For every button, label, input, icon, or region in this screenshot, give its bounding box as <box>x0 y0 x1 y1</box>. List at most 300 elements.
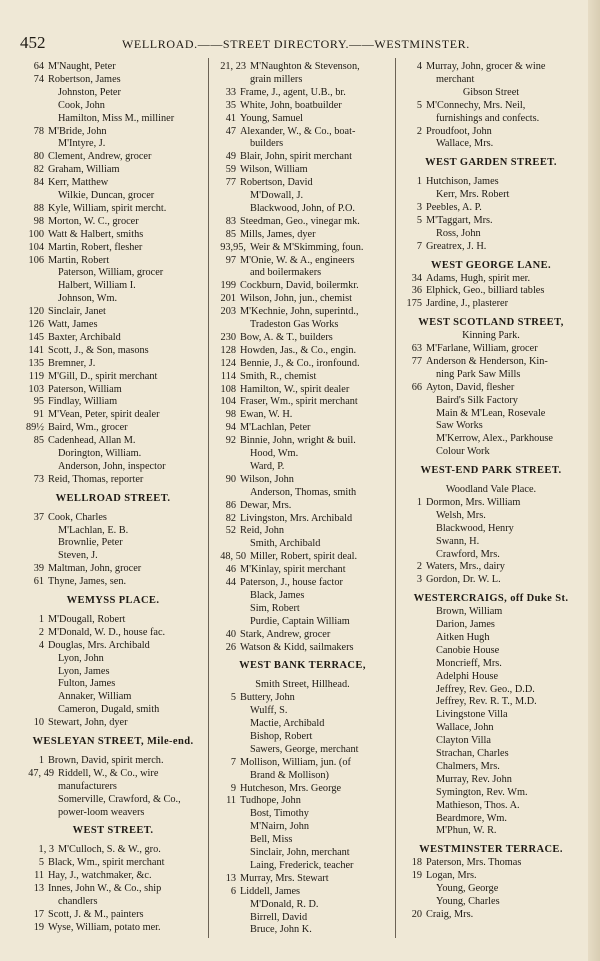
entry-text: Gordon, Dr. W. L. <box>426 574 501 586</box>
directory-entry <box>20 434 206 447</box>
house-number: 11 <box>226 795 236 807</box>
directory-entry <box>212 756 393 769</box>
directory-entry <box>20 125 206 138</box>
directory-entry <box>398 381 584 394</box>
directory-entry <box>212 460 393 473</box>
house-number: 5 <box>416 99 422 111</box>
directory-entry <box>398 721 584 734</box>
entry-text: Hamilton, W., spirit dealer <box>240 383 350 395</box>
directory-entry <box>20 754 206 767</box>
directory-entry <box>20 228 206 241</box>
directory-entry <box>212 266 393 279</box>
entry-text: Stark, Andrew, grocer <box>240 628 331 640</box>
directory-entry <box>20 767 206 780</box>
directory-entry <box>20 856 206 869</box>
house-number: 33 <box>225 86 236 98</box>
entry-text: Cook, Charles <box>48 511 107 523</box>
street-name: WEMYSS PLACE. <box>66 595 160 606</box>
entry-text: M'Naught, Peter <box>48 61 116 72</box>
house-number: 1 <box>416 176 422 188</box>
directory-entry <box>212 357 393 370</box>
directory-entry <box>20 613 206 626</box>
directory-entry <box>20 524 206 537</box>
directory-entry <box>20 921 206 934</box>
entry-text: M'Vean, Peter, spirit dealer <box>48 409 160 421</box>
street-name: WEST SCOTLAND STREET, <box>418 317 564 329</box>
entry-text: Annaker, William <box>58 691 132 703</box>
directory-entry <box>212 99 393 112</box>
entry-text: Alexander, W., & Co., boat- <box>240 125 356 137</box>
section-heading <box>398 316 584 329</box>
entry-text: Hutcheson, Mrs. George <box>240 782 342 794</box>
directory-entry <box>212 717 393 730</box>
directory-entry <box>212 782 393 795</box>
entry-text: M'Connechy, Mrs. Neil, <box>426 99 526 111</box>
house-number: 5 <box>416 214 422 226</box>
section-heading <box>212 659 393 672</box>
entry-text: M'Farlane, William, grocer <box>426 343 538 354</box>
entry-text: Dewar, Mrs. <box>240 499 292 511</box>
entry-text: Black, Wm., spirit merchant <box>48 857 165 869</box>
entry-text: Craig, Mrs. <box>426 908 474 920</box>
entry-text: Watson & Kidd, sailmakers <box>240 641 354 653</box>
directory-entry <box>212 279 393 292</box>
entry-text: Canobie House <box>436 644 500 656</box>
entry-text: Halbert, William I. <box>58 280 136 292</box>
directory-entry <box>398 188 584 201</box>
directory-entry <box>20 895 206 908</box>
entry-text: Mills, James, dyer <box>240 228 316 240</box>
house-number: 91 <box>33 409 44 421</box>
house-number: 66 <box>411 381 422 393</box>
house-number: 201 <box>220 293 236 305</box>
directory-entry <box>212 137 393 150</box>
entry-text: Lyon, John <box>58 652 104 664</box>
house-number: 73 <box>33 473 44 485</box>
entry-text: Fulton, James <box>58 678 116 690</box>
entry-text: Bell, Miss <box>250 834 293 846</box>
street-name: WEST GEORGE LANE. <box>430 259 552 271</box>
entry-text: Sinclair, Janet <box>48 306 106 318</box>
entry-text: Strachan, Charles <box>436 748 509 759</box>
house-number: 77 <box>411 355 422 367</box>
house-number: 104 <box>220 396 236 408</box>
directory-entry <box>398 548 584 561</box>
entry-text: Findlay, William <box>48 396 118 408</box>
entry-text: Miller, Robert, spirit deal. <box>250 551 358 563</box>
directory-entry <box>20 279 206 292</box>
house-number: 85 <box>225 228 236 240</box>
directory-entry <box>212 383 393 396</box>
entry-text: M'Dowall, J. <box>250 190 304 201</box>
directory-entry <box>212 215 393 228</box>
directory-entry <box>212 769 393 782</box>
house-number: 100 <box>28 228 44 240</box>
directory-entry <box>398 137 584 150</box>
directory-entry <box>20 511 206 524</box>
entry-text: Smith, Archibald <box>250 538 321 550</box>
directory-entry <box>398 786 584 799</box>
entry-text: White, John, boatbuilder <box>240 99 342 111</box>
directory-entry <box>398 812 584 825</box>
house-number: 36 <box>411 285 422 297</box>
entry-text: grain millers <box>250 73 303 85</box>
directory-entry <box>20 150 206 163</box>
entry-text: Moncrieff, Mrs. <box>436 657 502 669</box>
entry-text: Brown, William <box>436 606 503 618</box>
house-number: 175 <box>406 298 422 310</box>
entry-text: Wilkie, Duncan, grocer <box>58 190 155 201</box>
directory-entry <box>398 419 584 432</box>
directory-entry <box>398 734 584 747</box>
entry-text: Murray, Mrs. Stewart <box>240 872 329 884</box>
entry-text: Somerville, Crawford, & Co., <box>58 793 181 805</box>
directory-entry <box>212 370 393 383</box>
directory-entry <box>20 677 206 690</box>
house-number: 95 <box>33 396 44 408</box>
directory-entry <box>20 869 206 882</box>
directory-entry <box>212 550 393 563</box>
entry-text: Paterson, Mrs. Thomas <box>426 857 522 869</box>
entry-text: Scott, J. & M., painters <box>48 908 144 920</box>
entry-text: M'Kinlay, spirit merchant <box>240 564 346 576</box>
entry-text: Jardine, J., plasterer <box>426 298 509 310</box>
house-number: 19 <box>411 870 422 882</box>
directory-entry <box>212 512 393 525</box>
directory-entry <box>398 747 584 760</box>
entry-text: M'Kechnie, John, superintd., <box>240 306 359 318</box>
directory-entry <box>398 201 584 214</box>
directory-entry <box>398 882 584 895</box>
entry-text: Hay, J., watchmaker, &c. <box>48 870 152 882</box>
directory-entry <box>20 254 206 267</box>
directory-entry <box>20 112 206 125</box>
entry-text: Wulff, S. <box>250 705 288 717</box>
house-number: 2 <box>38 626 44 638</box>
entry-text: M'Gill, D., spirit merchant <box>48 370 158 382</box>
entry-text: Dorington, William. <box>58 448 142 459</box>
house-number: 90 <box>225 473 236 485</box>
street-name: WESTMINSTER TERRACE. <box>419 844 563 856</box>
entry-text: Swann, H. <box>436 535 480 547</box>
street-name: WEST BANK TERRACE, <box>239 660 366 672</box>
entry-text: Wallace, Mrs. <box>436 138 494 150</box>
entry-text: Watt & Halbert, smiths <box>48 228 144 240</box>
entry-text: merchant <box>436 73 475 85</box>
entry-text: Cook, John <box>58 99 105 111</box>
entry-text: M'Dougall, Robert <box>48 613 126 625</box>
directory-entry <box>212 305 393 318</box>
directory-entry <box>20 575 206 588</box>
directory-entry <box>212 344 393 357</box>
house-number: 3 <box>416 574 422 586</box>
directory-entry <box>20 421 206 434</box>
entry-text: Robertson, David <box>240 177 313 189</box>
entry-text: and boilermakers <box>250 267 322 279</box>
directory-entry <box>398 297 584 310</box>
directory-entry <box>398 99 584 112</box>
entry-text: builders <box>250 138 284 150</box>
directory-entry <box>398 605 584 618</box>
entry-text: Paterson, William <box>48 383 122 395</box>
directory-entry <box>20 344 206 357</box>
entry-text: Murray, Rev. John <box>436 773 512 785</box>
entry-text: Laing, Frederick, teacher <box>250 859 354 871</box>
entry-text: Hamilton, Miss M., milliner <box>58 112 175 124</box>
entry-text: Scott, J., & Son, masons <box>48 344 149 356</box>
house-number: 4 <box>416 61 422 72</box>
entry-text: M'Taggart, Mrs. <box>426 214 493 226</box>
entry-text: Ayton, David, flesher <box>426 381 515 393</box>
directory-entry <box>212 846 393 859</box>
directory-entry <box>20 549 206 562</box>
section-heading <box>398 464 584 477</box>
entry-text: Bruce, John K. <box>250 924 312 936</box>
house-number: 37 <box>33 511 44 523</box>
directory-entry <box>398 618 584 631</box>
directory-entry <box>20 447 206 460</box>
house-number: 106 <box>28 254 44 266</box>
directory-entry <box>398 240 584 253</box>
entry-text: M'Nairn, John <box>250 821 310 833</box>
directory-entry <box>212 641 393 654</box>
house-number: 145 <box>28 331 44 343</box>
entry-text: Wilson, John <box>240 473 294 485</box>
entry-text: Clement, Andrew, grocer <box>48 151 152 163</box>
directory-entry <box>20 780 206 793</box>
directory-entry <box>212 898 393 911</box>
directory-entry <box>398 394 584 407</box>
directory-entry <box>398 522 584 535</box>
entry-text: Beardmore, Wm. <box>436 812 508 824</box>
entry-text: Sim, Robert <box>250 602 300 614</box>
house-number: 1 <box>38 754 44 766</box>
directory-entry <box>20 639 206 652</box>
directory-entry <box>212 576 393 589</box>
house-number: 39 <box>33 563 44 575</box>
entry-text: Blackwood, Henry <box>436 522 514 534</box>
directory-entry <box>212 86 393 99</box>
house-number: 3 <box>416 202 422 213</box>
entry-text: Cadenhead, Allan M. <box>48 435 136 447</box>
house-number: 21, 23 <box>220 61 246 72</box>
section-heading <box>20 492 206 505</box>
entry-text: Proudfoot, John <box>426 125 492 137</box>
directory-entry <box>212 434 393 447</box>
entry-text: Riddell, W., & Co., wire <box>58 767 159 779</box>
entry-text: Liddell, James <box>240 885 301 897</box>
directory-entry <box>20 86 206 99</box>
entry-text: Anderson & Henderson, Kin- <box>426 355 548 367</box>
house-number: 40 <box>225 628 236 640</box>
entry-text: Paterson, William, grocer <box>58 267 164 279</box>
house-number: 46 <box>225 564 236 576</box>
entry-text: Symington, Rev. Wm. <box>436 786 528 798</box>
house-number: 86 <box>225 499 236 511</box>
directory-entry <box>398 342 584 355</box>
directory-entry <box>20 716 206 729</box>
house-number: 97 <box>225 254 236 266</box>
house-number: 52 <box>225 525 236 537</box>
directory-entry <box>212 730 393 743</box>
directory-entry <box>398 895 584 908</box>
entry-text: Robertson, James <box>48 73 121 85</box>
directory-entry <box>212 537 393 550</box>
entry-text: Welsh, Mrs. <box>436 509 486 521</box>
entry-text: Cockburn, David, boilermkr. <box>240 280 359 292</box>
directory-entry <box>212 820 393 833</box>
directory-entry <box>212 807 393 820</box>
entry-text: M'Phun, W. R. <box>436 825 497 837</box>
entry-text: Watt, James <box>48 319 98 330</box>
house-number: 34 <box>411 272 422 284</box>
house-number: 59 <box>225 164 236 176</box>
house-number: 6 <box>230 885 236 897</box>
house-number: 35 <box>225 99 236 111</box>
house-number: 82 <box>225 512 236 524</box>
house-number: 94 <box>225 422 236 434</box>
house-number: 108 <box>220 383 236 395</box>
entry-text: Crawford, Mrs. <box>436 548 500 560</box>
directory-entry <box>20 652 206 665</box>
section-subheading <box>398 329 584 342</box>
locality: Gibson Street <box>462 86 520 98</box>
directory-entry <box>212 499 393 512</box>
house-number: 19 <box>33 921 44 933</box>
house-number: 61 <box>33 576 44 588</box>
directory-entry <box>20 473 206 486</box>
directory-entry <box>398 112 584 125</box>
house-number: 64 <box>33 61 44 72</box>
house-number: 63 <box>411 343 422 354</box>
house-number: 20 <box>411 908 422 920</box>
entry-text: Peebles, A. P. <box>426 202 482 213</box>
entry-text: Stewart, John, dyer <box>48 717 128 729</box>
column-divider <box>208 58 209 938</box>
street-name: WEST GARDEN STREET. <box>425 157 557 169</box>
entry-text: Blackwood, John, of P.O. <box>250 202 355 214</box>
directory-entry <box>20 189 206 202</box>
entry-text: Saw Works <box>436 420 483 432</box>
directory-entry <box>398 824 584 837</box>
directory-entry <box>212 202 393 215</box>
house-number: 2 <box>416 561 422 573</box>
entry-text: M'Donald, W. D., house fac. <box>48 626 166 638</box>
entry-text: Hood, Wm. <box>250 448 299 459</box>
entry-text: Johnston, Peter <box>58 86 121 98</box>
entry-text: Ross, John <box>436 227 481 239</box>
directory-entry <box>212 704 393 717</box>
directory-entry <box>398 573 584 586</box>
directory-entry <box>20 908 206 921</box>
directory-entry <box>20 357 206 370</box>
entry-text: Lyon, James <box>58 665 110 677</box>
directory-entry <box>398 708 584 721</box>
entry-text: Tudhope, John <box>240 795 301 807</box>
house-number: 17 <box>33 908 44 920</box>
directory-entry <box>398 407 584 420</box>
directory-entry <box>212 331 393 344</box>
directory-entry <box>212 408 393 421</box>
house-number: 44 <box>225 577 236 588</box>
entry-text: Young, George <box>436 883 499 894</box>
directory-entry <box>398 445 584 458</box>
directory-entry <box>212 73 393 86</box>
house-number: 93,95, <box>220 241 246 253</box>
entry-text: Logan, Mrs. <box>426 870 477 882</box>
house-number: 77 <box>225 177 236 189</box>
entry-text: Darion, James <box>436 619 495 630</box>
house-number: 98 <box>33 215 44 227</box>
directory-entry <box>398 73 584 86</box>
directory-entry <box>20 562 206 575</box>
directory-entry <box>398 125 584 138</box>
entry-text: Anderson, Thomas, smith <box>250 486 357 498</box>
directory-entry <box>398 760 584 773</box>
directory-entry <box>20 176 206 189</box>
entry-text: Anderson, John, inspector <box>58 460 166 472</box>
entry-text: Young, Samuel <box>240 112 304 124</box>
house-number: 78 <box>33 125 44 137</box>
entry-text: Mathieson, Thos. A. <box>436 799 520 811</box>
house-number: 126 <box>28 319 44 330</box>
entry-text: Adelphi House <box>436 670 499 682</box>
directory-entry <box>212 923 393 936</box>
section-subheading <box>398 483 584 496</box>
entry-text: Livingston, Mrs. Archibald <box>240 512 353 524</box>
house-number: 128 <box>220 344 236 356</box>
entry-text: Livingstone Villa <box>436 709 508 721</box>
entry-text: Douglas, Mrs. Archibald <box>48 639 150 651</box>
entry-text: Bishop, Robert <box>250 730 313 742</box>
entry-text: Sinclair, John, merchant <box>250 847 350 858</box>
directory-entry <box>398 535 584 548</box>
directory-entry <box>212 743 393 756</box>
directory-entry <box>20 292 206 305</box>
running-title: WELLROAD.——STREET DIRECTORY.——WESTMINSTER. <box>122 37 470 51</box>
directory-entry <box>20 241 206 254</box>
house-number: 82 <box>33 164 44 176</box>
directory-entry <box>212 395 393 408</box>
entry-text: Young, Charles <box>436 895 500 907</box>
directory-entry <box>212 189 393 202</box>
entry-text: Bost, Timothy <box>250 808 309 820</box>
house-number: 230 <box>220 331 236 343</box>
directory-entry <box>212 859 393 872</box>
street-name: WESTERCRAIGS, off Duke St. <box>413 593 569 605</box>
directory-entry <box>20 536 206 549</box>
directory-entry <box>20 690 206 703</box>
directory-entry <box>20 395 206 408</box>
directory-entry <box>398 284 584 297</box>
entry-text: Frame, J., agent, U.B., br. <box>240 86 346 98</box>
entry-text: Dormon, Mrs. William <box>426 496 521 508</box>
locality: Woodland Vale Place. <box>445 484 537 495</box>
entry-text: Innes, John W., & Co., ship <box>48 883 162 894</box>
entry-text: Sawers, George, merchant <box>250 743 359 755</box>
entry-text: Reid, John <box>240 525 285 537</box>
section-subheading <box>212 678 393 691</box>
directory-entry <box>398 683 584 696</box>
entry-text: Thyne, James, sen. <box>48 576 127 588</box>
directory-entry <box>212 254 393 267</box>
section-heading <box>20 594 206 607</box>
column-divider <box>395 58 396 938</box>
entry-text: Maltman, John, grocer <box>48 563 142 575</box>
house-number: 120 <box>28 306 44 318</box>
house-number: 47 <box>225 125 236 137</box>
directory-entry <box>212 872 393 885</box>
